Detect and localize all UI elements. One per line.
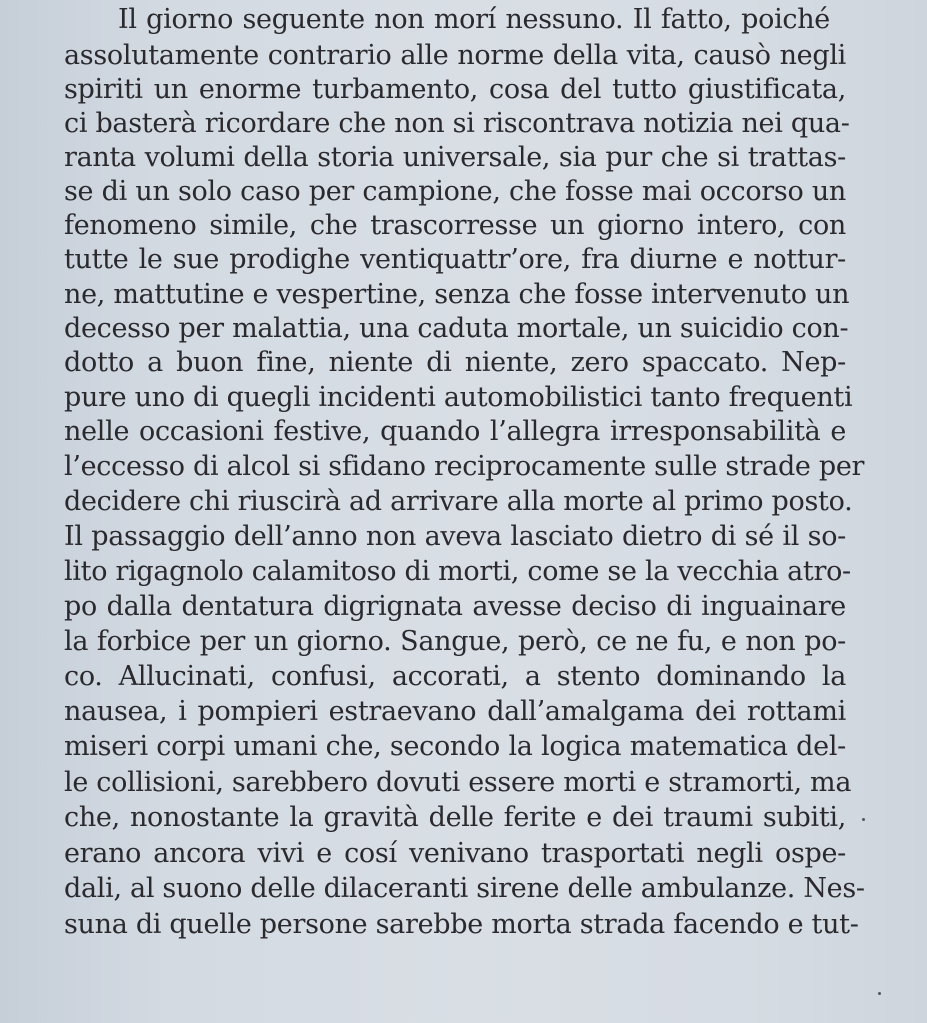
text-line-27: suna di quelle persone sarebbe morta strada facendo e tut- [64,909,859,940]
text-line-14: l’eccesso di alcol si sfidano reciprocamente sulle strade per [64,451,865,482]
text-line-24: che, nonostante la gravità delle ferite e dei traumi subiti, [64,802,846,833]
text-line-1: Il giorno seguente non morí nessuno. Il fatto, poiché [118,4,830,35]
text-line-23: le collisioni, sarebbero dovuti essere morti e stramorti, ma [64,767,852,798]
text-line-20: co. Allucinati, confusi, accorati, a stento dominando la [64,661,846,692]
text-line-16: Il passaggio dell’anno non aveva lasciato dietro di sé il so- [64,521,846,552]
text-line-12: pure uno di quegli incidenti automobilistici tanto frequenti [64,382,853,413]
paper-speck [862,818,865,821]
text-line-6: se di un solo caso per campione, che fosse mai occorso un [64,176,846,207]
text-line-25: erano ancora vivi e cosí venivano trasportati negli ospe- [64,838,846,869]
text-line-5: ranta volumi della storia universale, sia pur che si trattas- [64,142,846,173]
text-line-9: ne, mattutine e vespertine, senza che fosse intervenuto un [64,279,850,310]
text-line-19: la forbice per un giorno. Sangue, però, ce ne fu, e non po- [64,626,846,657]
text-line-17: lito rigagnolo calamitoso di morti, come se la vecchia atro- [64,556,851,587]
text-line-15: decidere chi riuscirà ad arrivare alla morte al primo posto. [64,486,853,517]
text-line-11: dotto a buon fine, niente di niente, zero spaccato. Nep- [64,347,846,378]
text-line-4: ci basterà ricordare che non si riscontrava notizia nei qua- [64,108,850,139]
text-line-22: miseri corpi umani che, secondo la logica matematica del- [64,731,846,762]
text-line-21: nausea, i pompieri estraevano dall’amalgama dei rottami [64,696,846,727]
text-line-18: po dalla dentatura digrignata avesse deciso di inguainare [64,591,846,622]
text-line-10: decesso per malattia, una caduta mortale, un suicidio con- [64,313,849,344]
text-line-2: assolutamente contrario alle norme della vita, causò negli [64,40,846,71]
paper-speck [878,992,881,995]
text-line-26: dali, al suono delle dilaceranti sirene delle ambulanze. Nes- [64,873,865,904]
text-line-3: spiriti un enorme turbamento, cosa del tutto giustificata, [64,74,846,105]
text-line-7: fenomeno simile, che trascorresse un giorno intero, con [64,210,846,241]
text-line-13: nelle occasioni festive, quando l’allegra irresponsabilità e [64,416,846,447]
text-line-8: tutte le sue prodighe ventiquattr’ore, fra diurne e nottur- [64,244,846,275]
